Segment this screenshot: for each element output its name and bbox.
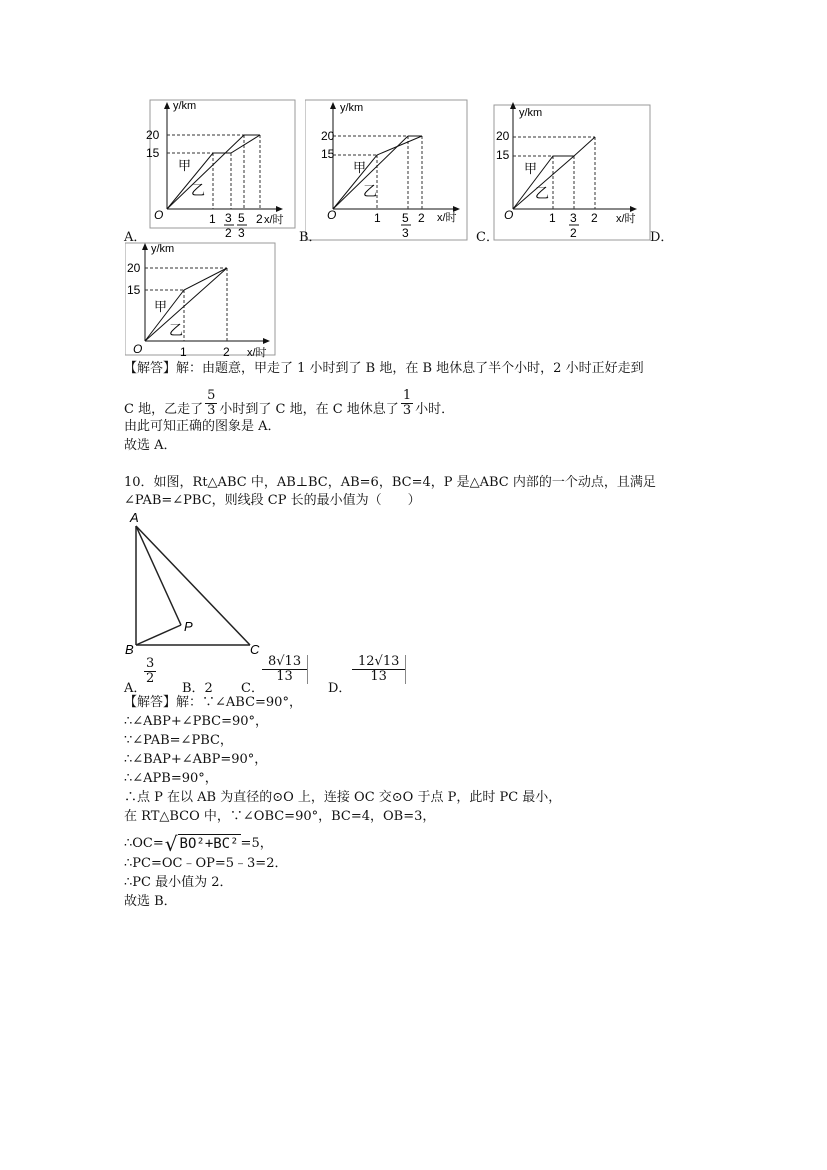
oc-prefix: ∴OC= [124,836,164,852]
q10-solution-line5: ∴∠APB=90°， [124,771,218,786]
x-tick: 2 [591,211,598,225]
jia-label: 甲 [353,160,367,175]
graph-c [482,95,652,245]
graph-b [305,95,470,245]
option-d: D． [328,681,352,696]
point-p-label: P [184,619,193,634]
y-tick-15: 15 [496,148,510,162]
x-tick: 5 [238,211,245,225]
option-c: C． [241,681,264,696]
y-axis-label: y/km [151,243,175,255]
y-tick-15: 15 [321,147,335,161]
x-tick: 3 [402,226,409,240]
x-tick: 2 [223,345,230,359]
sqrt-radicand: BO²+BC² [179,836,239,853]
x-axis-label: x/时 [616,213,636,225]
q9-text: 小时． [415,402,455,418]
graph-d [125,238,280,363]
x-tick: 5 [402,211,409,225]
jia-label: 甲 [178,158,192,173]
yi-label: 乙 [191,182,205,198]
option-d-label: D． [650,230,674,245]
x-axis-label: x/时 [437,212,457,224]
q10-solution-line11: 故选 B． [124,894,177,909]
point-b-label: B [125,642,134,657]
point-c-label: C [250,642,260,657]
q10-solution-line7: 在 RT△BCO 中，∵∠OBC=90°，BC=4，OB=3， [124,809,436,824]
oc-suffix: =5， [240,836,273,852]
fraction-five-thirds: $\frac{5}{3}$ [207,388,216,418]
option-c-label: C． [476,230,499,245]
x-tick: 2 [256,212,263,226]
x-tick: 3 [238,226,245,240]
q10-solution-line6: ∴点 P 在以 AB 为直径的⊙O 上，连接 OC 交⊙O 于点 P，此时 PC 最小， [124,790,562,805]
q10-solution-line1: 【解答】解：∵∠ABC=90°， [124,695,302,710]
x-tick: 3 [225,211,232,225]
graph-a [128,95,298,245]
q10-solution-line4: ∴∠BAP+∠ABP=90°， [124,752,268,767]
origin-label: O [154,208,164,222]
x-tick: 2 [418,211,425,225]
y-axis-label: y/km [173,100,197,112]
q9-solution-line1: 【解答】解：由题意，甲走了 1 小时到了 B 地，在 B 地休息了半个小时，2 小时正好走到 [124,361,644,376]
y-tick-20: 20 [146,128,160,142]
triangle-figure [124,508,269,658]
y-axis-label: y/km [340,102,364,114]
y-tick-20: 20 [321,129,335,143]
y-tick-20: 20 [127,261,141,275]
q9-text: 小时到了 C 地，在 C 地休息了 [219,402,399,418]
origin-label: O [504,208,514,222]
origin-label: O [327,208,337,222]
yi-label: 乙 [169,322,183,338]
option-d-fraction: $\frac{12√13}{13}$ [352,655,406,684]
q10-question-line2: ∠PAB=∠PBC，则线段 CP 长的最小值为（ ） [124,493,421,508]
sqrt-sign: √ [164,832,178,856]
option-a: A． [124,681,147,696]
x-axis-label: x/时 [247,347,267,359]
point-a-label: A [130,510,139,525]
x-tick: 2 [225,226,232,240]
q10-solution-oc-line [124,830,273,854]
x-tick: 3 [570,211,577,225]
q10-options [124,655,424,695]
q9-solution-line3: 由此可知正确的图象是 A． [124,419,281,434]
yi-label: 乙 [535,185,549,201]
yi-label: 乙 [363,183,377,199]
q10-question-line1: 10．如图，Rt△ABC 中，AB⊥BC，AB=6，BC=4，P 是△ABC 内部的一个动点，且满足 [124,475,656,490]
q9-solution-line2 [124,380,454,420]
option-a-label: A． [124,230,147,245]
fraction-one-third: $\frac{1}{3}$ [402,388,412,418]
x-tick: 1 [180,345,187,359]
origin-label: O [133,342,143,356]
option-c-fraction: $\frac{8√13}{13}$ [262,655,308,684]
q9-text: C 地，乙走了 [124,402,204,418]
q10-solution-line9: ∴PC=OC﹣OP=5﹣3=2． [124,856,288,871]
x-tick: 2 [570,226,577,240]
q9-solution-line4: 故选 A． [124,438,177,453]
x-tick: 1 [209,212,216,226]
y-tick-15: 15 [127,283,141,297]
y-tick-20: 20 [496,129,510,143]
jia-label: 甲 [154,299,168,314]
option-a-fraction: $\frac{3}{2}$ [146,656,155,686]
x-tick: 1 [549,211,556,225]
option-b: B．2 [182,681,213,696]
x-tick: 1 [374,211,381,225]
jia-label: 甲 [524,161,538,176]
q10-solution-line10: ∴PC 最小值为 2． [124,875,233,890]
q10-solution-line2: ∴∠ABP+∠PBC=90°， [124,714,269,729]
option-b-label: B． [299,230,322,245]
x-axis-label: x/时 [264,214,284,226]
y-tick-15: 15 [146,146,160,160]
y-axis-label: y/km [519,107,543,119]
q10-solution-line3: ∵∠PAB=∠PBC， [124,733,233,748]
